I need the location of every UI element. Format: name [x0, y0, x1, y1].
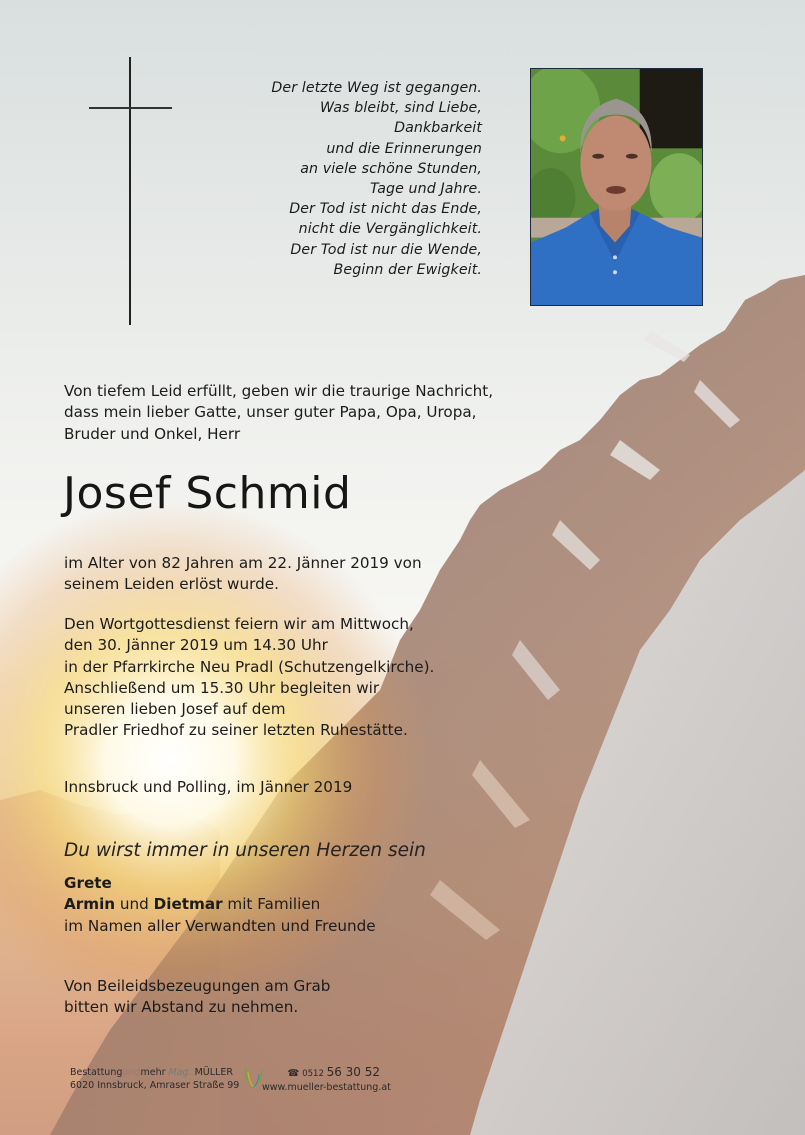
- service-line: unseren lieben Josef auf dem: [64, 700, 286, 719]
- poem-line: Der Tod ist nur die Wende,: [290, 241, 482, 258]
- mourner-name: Grete: [64, 874, 112, 892]
- cross-icon-horizontal: [89, 107, 172, 109]
- brand-text: Bestattung: [70, 1067, 123, 1078]
- funeral-home-name: [70, 1066, 239, 1079]
- motto: Du wirst immer in unseren Herzen sein: [64, 840, 426, 861]
- brand-text: und: [122, 1067, 141, 1078]
- age-line: im Alter von 82 Jahren am 22. Jänner 2019 von: [64, 554, 422, 572]
- service-line: Den Wortgottesdienst feiern wir am Mittwoch,: [64, 615, 414, 633]
- intro-line: Von tiefem Leid erfüllt, geben wir die traurige Nachricht,: [64, 382, 494, 400]
- service-info: [64, 614, 434, 742]
- mourner-name: Dietmar: [153, 895, 223, 914]
- mourner-name: Armin: [64, 895, 116, 914]
- brand-text: MÜLLER: [194, 1067, 233, 1078]
- condolence-note: [64, 976, 330, 1019]
- announcement-intro: [64, 381, 493, 445]
- service-line: den 30. Jänner 2019 um 14.30 Uhr: [64, 636, 328, 655]
- mourner-line: im Namen aller Verwandten und Freunde: [64, 916, 376, 935]
- phone-number: 56 30 52: [326, 1065, 380, 1079]
- poem-line: an viele schöne Stunden,: [300, 160, 482, 177]
- condolence-line: Von Beileidsbezeugungen am Grab: [64, 977, 331, 995]
- intro-line: Bruder und Onkel, Herr: [64, 424, 241, 443]
- condolence-line: bitten wir Abstand zu nehmen.: [64, 998, 299, 1017]
- mourner-connector: und: [115, 895, 154, 914]
- deceased-name: Josef Schmid: [63, 468, 352, 519]
- poem-line: Tage und Jahre.: [369, 181, 482, 198]
- service-line: Pradler Friedhof zu seiner letzten Ruhestätte.: [64, 721, 408, 740]
- poem-line: Der Tod ist nicht das Ende,: [289, 201, 482, 218]
- phone-prefix: 0512: [302, 1069, 327, 1079]
- intro-line: dass mein lieber Gatte, unser guter Papa, Opa, Uropa,: [64, 403, 477, 422]
- poem: [200, 78, 482, 280]
- funeral-home-contact: [262, 1065, 391, 1094]
- funeral-home-info: [70, 1066, 239, 1092]
- portrait-image: [531, 69, 702, 305]
- service-line: Anschließend um 15.30 Uhr begleiten wir: [64, 678, 380, 697]
- poem-line: nicht die Vergänglichkeit.: [298, 221, 482, 238]
- website-link[interactable]: www.mueller-bestattung.at: [262, 1082, 391, 1093]
- place-date: Innsbruck und Polling, im Jänner 2019: [64, 778, 353, 796]
- cross-icon-vertical: [129, 57, 131, 325]
- poem-line: Was bleibt, sind Liebe,: [319, 100, 482, 117]
- funeral-home-address: 6020 Innsbruck, Amraser Straße 99: [70, 1080, 240, 1091]
- phone-row: [262, 1066, 380, 1081]
- poem-line: Beginn der Ewigkeit.: [333, 261, 482, 278]
- age-line: seinem Leiden erlöst wurde.: [64, 575, 279, 594]
- portrait-photo: [530, 68, 703, 306]
- service-line: in der Pfarrkirche Neu Pradl (Schutzengelkirche).: [64, 657, 435, 676]
- age-info: [64, 553, 422, 596]
- telephone-icon: ☎: [287, 1068, 300, 1079]
- poem-line: Dankbarkeit: [394, 120, 482, 137]
- mourners: [64, 873, 376, 937]
- poem-line: und die Erinnerungen: [326, 140, 482, 157]
- brand-text: mehr: [140, 1067, 169, 1078]
- mourner-suffix: mit Familien: [222, 895, 321, 914]
- brand-text: Mag.: [168, 1067, 195, 1078]
- poem-line: Der letzte Weg ist gegangen.: [271, 80, 482, 96]
